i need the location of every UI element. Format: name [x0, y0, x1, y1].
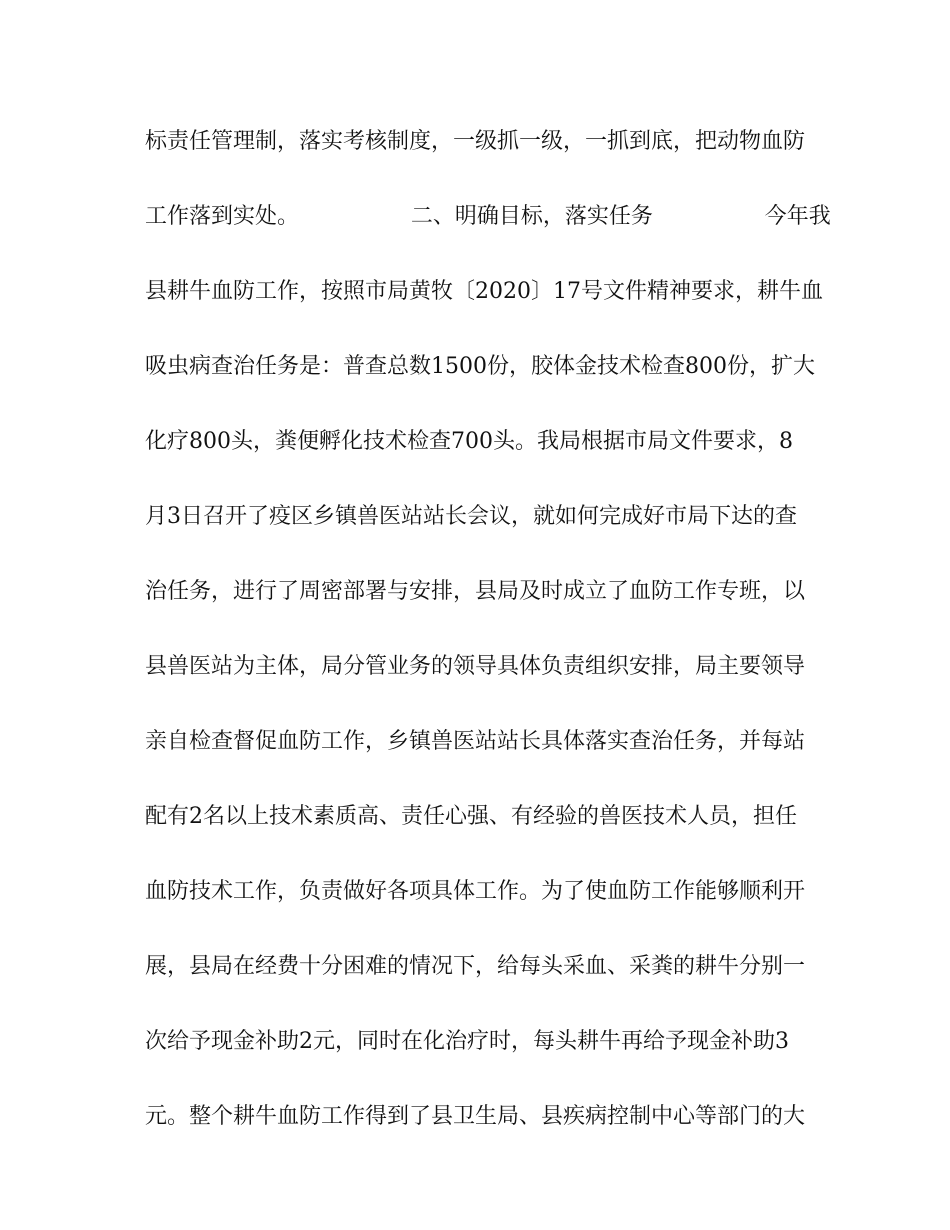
text-line: 化疗800头，粪便孵化技术检查700头。我局根据市局文件要求，8 [145, 429, 793, 454]
text-line: 月3日召开了疫区乡镇兽医站站长会议，就如何完成好市局下达的查 [145, 504, 797, 529]
text-line: 标责任管理制，落实考核制度，一级抓一级，一抓到底，把动物血防 [145, 129, 806, 154]
text-line: 工作落到实处。 二、明确目标，落实任务 今年我 [145, 204, 831, 229]
text-line: 吸虫病查治任务是：普查总数1500份，胶体金技术检查800份，扩大 [145, 354, 815, 379]
text-line: 治任务，进行了周密部署与安排，县局及时成立了血防工作专班，以 [145, 579, 806, 604]
text-line: 次给予现金补助2元，同时在化治疗时，每头耕牛再给予现金补助3 [145, 1029, 789, 1054]
text-line: 亲自检查督促血防工作，乡镇兽医站站长具体落实查治任务，并每站 [145, 729, 806, 754]
text-line: 县兽医站为主体，局分管业务的领导具体负责组织安排，局主要领导 [145, 654, 806, 679]
text-line: 配有2名以上技术素质高、责任心强、有经验的兽医技术人员，担任 [145, 804, 797, 829]
text-line: 元。整个耕牛血防工作得到了县卫生局、县疾病控制中心等部门的大 [145, 1104, 806, 1129]
text-line: 县耕牛血防工作，按照市局黄牧〔2020〕17号文件精神要求，耕牛血 [145, 279, 823, 304]
text-line: 展，县局在经费十分困难的情况下，给每头采血、采粪的耕牛分别一 [145, 954, 806, 979]
text-line: 血防技术工作，负责做好各项具体工作。为了使血防工作能够顺利开 [145, 879, 806, 904]
